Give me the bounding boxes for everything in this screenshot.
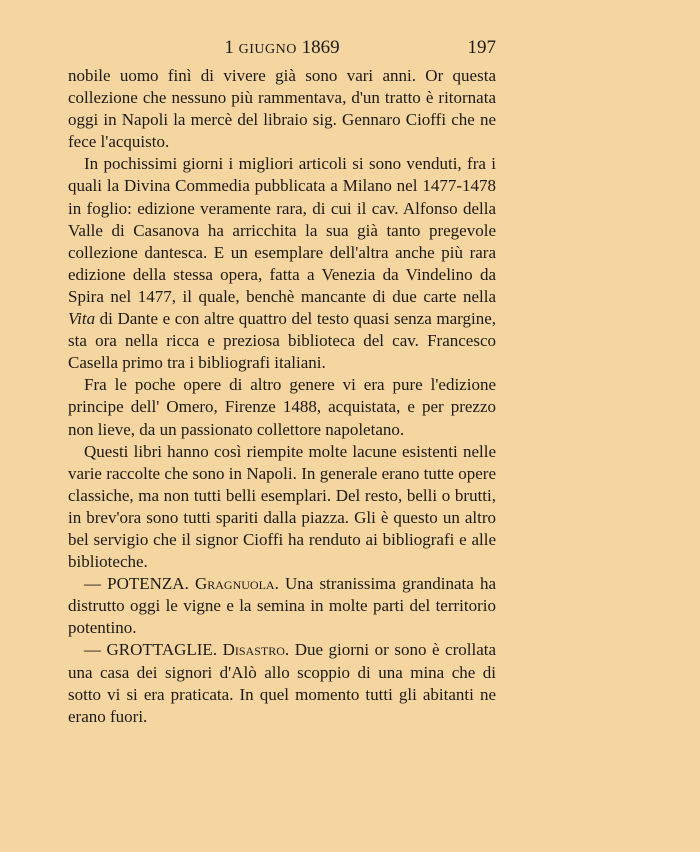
paragraph-2-italic: Vita: [68, 309, 96, 329]
news-item-grottaglie-place: GROTTAGLIE.: [106, 640, 218, 660]
paragraph-1: [68, 65, 496, 153]
paragraph-2-text: In pochissimi giorni i migliori articoli si sono venduti, fra i quali la Divina Commedia pubblicata a Milano nel 1477-1478 in foglio: edizione veramente rara, di cui il cav. Alfonso della Valle di Casanova ha arricchita la sua già tanto pregevole collezione dantesca. E un esemplare dell'altra anche più rara edizione della stessa opera, fatta a Venezia da Vindelino da Spira nel 1477, il quale, benchè mancante di due carte nella: [68, 154, 496, 306]
paragraph-3: [68, 374, 496, 440]
news-item-potenza-dash: —: [84, 574, 101, 594]
news-item-grottaglie-text: Due giorni or sono è crollata una casa dei signori d'Alò allo scoppio di una mina che di sotto vi si era praticata. In quel momento tutti gli abitanti ne erano fuori.: [68, 640, 497, 726]
news-item-grottaglie-dash: —: [84, 640, 101, 660]
header-date: [68, 36, 496, 62]
running-header: [68, 36, 496, 60]
paragraph-2-text-after: di Dante e con altre quattro del testo quasi senza margine, sta ora nella ricca e preziosa biblioteca del cav. Francesco Casella primo tra i bibliografi italiani.: [68, 309, 496, 373]
header-date-day: 1: [224, 37, 234, 58]
news-item-potenza-place: POTENZA.: [107, 574, 189, 594]
paragraph-3-text: Fra le poche opere di altro genere vi era pure l'edizione principe dell' Omero, Firenze 1488, acquistata, e per prezzo non lieve, da un passionato collettore napoletano.: [68, 375, 496, 439]
page-number: 197: [467, 37, 496, 58]
paragraph-2: [68, 153, 496, 374]
news-item-potenza: [68, 573, 496, 639]
paragraph-4-text: Questi libri hanno così riempite molte lacune esistenti nelle varie raccolte che sono in Napoli. In generale erano tutte opere classiche, ma non tutti belli esemplari. Del resto, belli o brutti, in brev'ora sono tutti spariti dalla piazza. Gli è questo un altro bel servigio che il signor Cioffi ha renduto ai bibliografi e alle biblioteche.: [68, 441, 496, 572]
body-text: [68, 65, 496, 728]
header-date-month: GIUGNO: [238, 42, 297, 57]
paragraph-4: [68, 441, 496, 574]
paragraph-1-text: nobile uomo finì di vivere già sono vari anni. Or questa collezione che nessuno più rammentava, d'un tratto è ritornata oggi in Napoli la mercè del libraio sig. Gennaro Cioffi che ne fece l'acquisto.: [68, 66, 496, 152]
news-item-grottaglie: [68, 639, 496, 727]
news-item-potenza-text: Una stranissima grandinata ha distrutto oggi le vigne e la semina in molte parti del territorio potentino.: [68, 574, 497, 638]
news-item-grottaglie-heading: Disastro.: [222, 640, 290, 660]
header-date-year: 1869: [301, 37, 340, 58]
news-item-potenza-heading: Gragnuola.: [194, 574, 279, 594]
